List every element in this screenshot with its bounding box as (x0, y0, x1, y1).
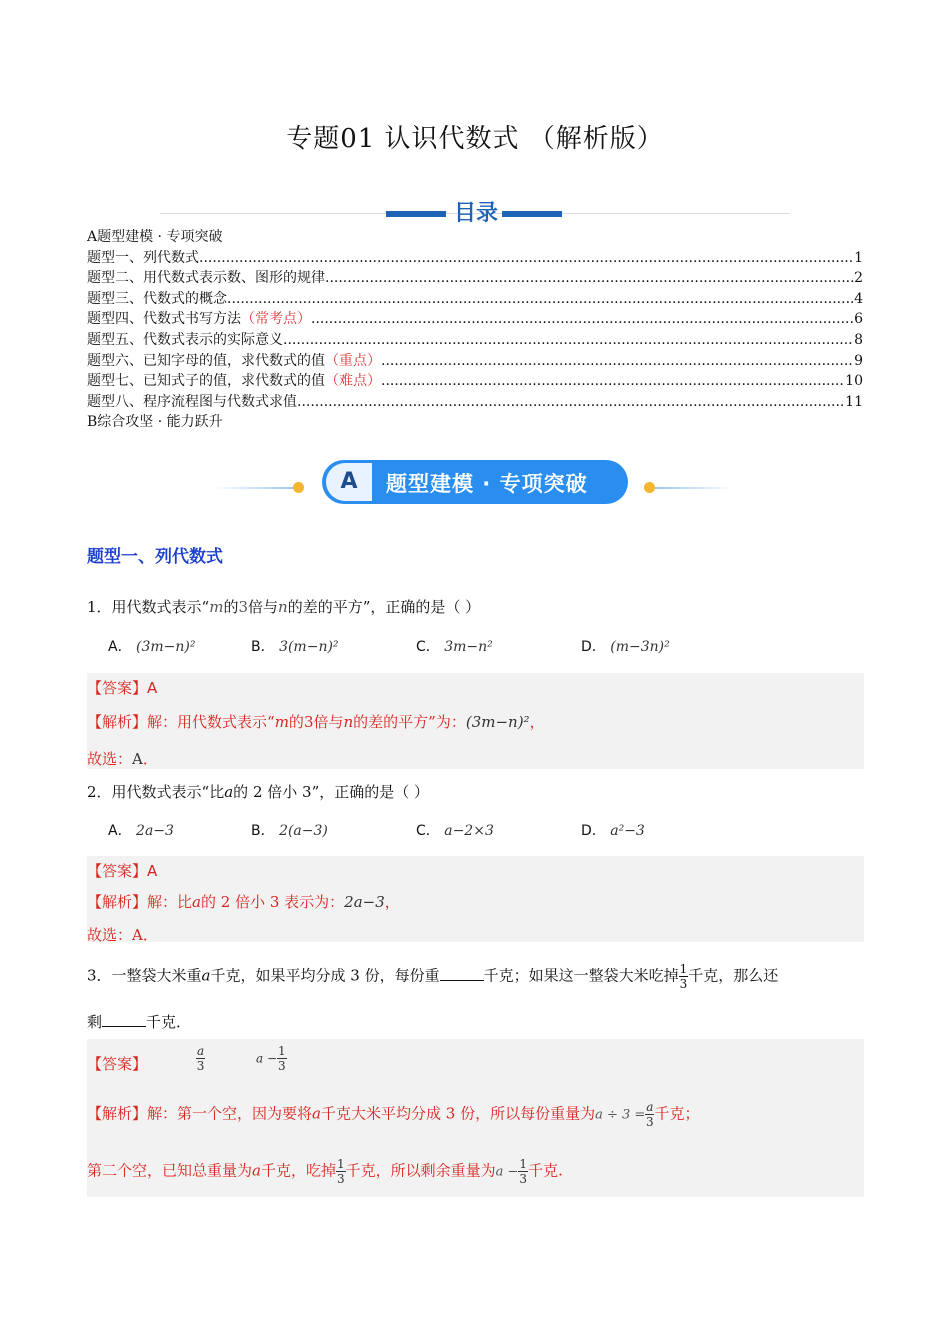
q3-answer-1: $\frac{a}{3}$ (196, 1044, 205, 1073)
banner-line-left (215, 487, 293, 489)
q2-analysis: 【解析】解：比a的 2 倍小 3 表示为：2a−3， (87, 893, 400, 911)
banner-text: 题型建模 · 专项突破 (386, 472, 588, 496)
toc-item[interactable]: 题型二、用代数式表示数、图形的规律 ..... 2 (87, 268, 863, 289)
section-title: 题型一、列代数式 (87, 547, 223, 567)
page-title: 专题01 认识代数式 （解析版） (286, 124, 664, 154)
q2-answer: 【答案】A (87, 862, 158, 880)
toc-item[interactable]: 题型四、代数式书写方法（常考点） ..... 6 (87, 309, 863, 330)
toc-page-number: 9 (854, 352, 863, 369)
toc-part-a[interactable]: A题型建模 · 专项突破 (87, 229, 223, 245)
banner-line-right (655, 487, 735, 489)
banner-dot-left (293, 482, 304, 493)
toc-page-number: 8 (854, 331, 863, 348)
toc-item[interactable]: 题型一、列代数式 ..... 1 (87, 248, 863, 269)
banner-letter: A (326, 463, 372, 501)
q2-choose: 故选：A． (87, 926, 158, 944)
toc-page-number: 10 (845, 373, 863, 390)
toc-item[interactable]: 题型五、代数式表示的实际意义 ..... 8 (87, 330, 863, 351)
q1-analysis: 【解析】解：用代数式表示“m的3倍与n的差的平方”为：(3m−n)²， (87, 713, 545, 731)
q1-answer: 【答案】A (87, 679, 158, 697)
q2-option-c[interactable]: C． a−2×3 (416, 823, 494, 839)
question-3-stem: 3．一整袋大米重a千克，如果平均分成 3 份，每份重 千克；如果这一整袋大米吃掉 $\frac{1}{3}$ 千克，那么还 (87, 962, 779, 991)
q2-option-a[interactable]: A． 2a−3 (108, 823, 174, 839)
question-3-stem-cont: 剩 千克． (87, 1013, 192, 1031)
q1-option-a[interactable]: A． (3m−n)² (108, 639, 196, 655)
toc-item[interactable]: 题型三、代数式的概念 ..... 4 (87, 289, 863, 310)
q1-option-d[interactable]: D． (m−3n)² (581, 639, 670, 655)
q1-option-c[interactable]: C． 3m−n² (416, 639, 493, 655)
question-2-stem: 2．用代数式表示“比a的 2 倍小 3”，正确的是（ ） (87, 783, 430, 801)
question-1-stem: 1．用代数式表示“m的3倍与n的差的平方”，正确的是（ ） (87, 598, 481, 616)
toc-page-number: 2 (854, 270, 863, 287)
q3-answer-label: 【答案】 (87, 1055, 148, 1073)
toc-item[interactable]: 题型八、程序流程图与代数式求值 ..... 11 (87, 392, 863, 413)
toc-page-number: 4 (854, 290, 863, 307)
q2-option-b[interactable]: B． 2(a−3) (251, 823, 328, 839)
toc-bar-left (386, 211, 446, 217)
toc-page-number: 6 (854, 311, 863, 328)
q3-answer-2: a − $\frac{1}{3}$ (256, 1044, 286, 1073)
table-of-contents (87, 227, 863, 433)
toc-heading: 目录 (453, 201, 498, 226)
blank-1[interactable] (440, 980, 484, 981)
toc-part-b[interactable]: B综合攻坚 · 能力跃升 (87, 414, 223, 431)
blank-2[interactable] (102, 1026, 146, 1027)
q3-analysis-2: 第二个空，已知总重量为a千克，吃掉 $\frac{1}{3}$ 千克，所以剩余重量为a − $\frac{1}{3}$ 千克. (87, 1157, 563, 1186)
toc-page-number: 1 (854, 249, 863, 266)
q1-option-b[interactable]: B． 3(m−n)² (251, 639, 339, 655)
toc-item[interactable]: 题型六、已知字母的值，求代数式的值（重点） ..... 9 (87, 351, 863, 372)
banner-dot-right (644, 482, 655, 493)
q2-option-d[interactable]: D． a²−3 (581, 823, 645, 839)
q1-choose: 故选：A． (87, 750, 158, 768)
toc-item[interactable]: 题型七、已知式子的值，求代数式的值（难点） ..... 10 (87, 371, 863, 392)
q3-analysis-1: 【解析】解：第一个空，因为要将a千克大米平均分成 3 份，所以每份重量为a ÷ 3 = $\frac{a}{3}$ 千克； (87, 1100, 700, 1129)
toc-bar-right (502, 211, 562, 217)
toc-page-number: 11 (845, 393, 863, 410)
